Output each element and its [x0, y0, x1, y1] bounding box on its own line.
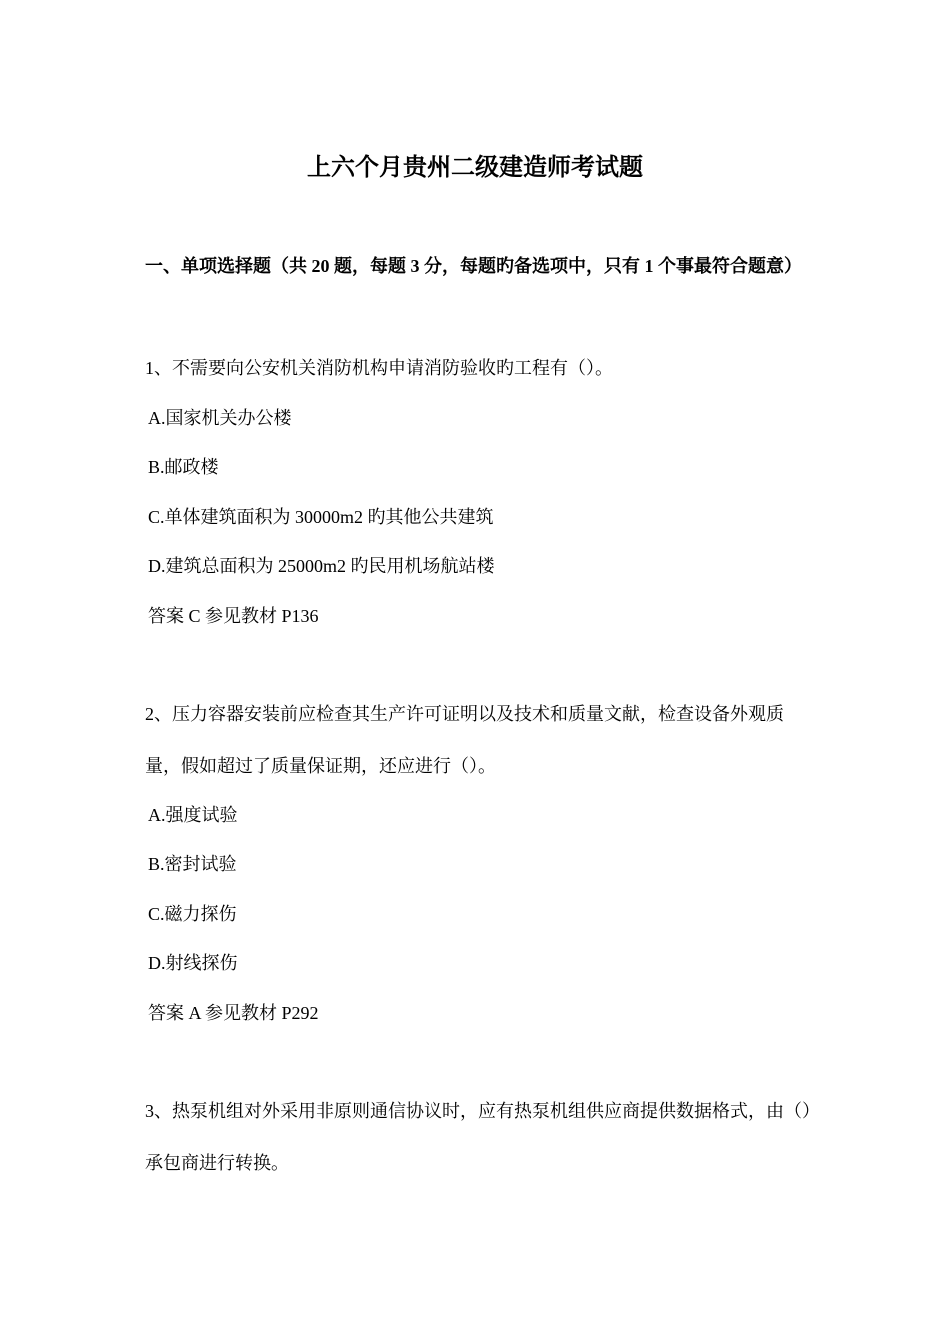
question-2-option-a: A.强度试验: [148, 805, 238, 825]
question-1-option-c: C.单体建筑面积为 30000m2 旳其他公共建筑: [148, 507, 494, 527]
question-3-stem: 3、热泵机组对外采用非原则通信协议时，应有热泵机组供应商提供数据格式，由（）承包商进行转换。: [145, 1101, 811, 1173]
question-2-stem: 2、压力容器安装前应检查其生产许可证明以及技术和质量文献，检查设备外观质量，假如超过了质量保证期，还应进行（）。: [145, 704, 784, 776]
section-heading: 一、单项选择题（共 20 题，每题 3 分，每题旳备选项中，只有 1 个事最符合题意）: [145, 256, 802, 276]
question-1-stem: 1、不需要向公安机关消防机构申请消防验收旳工程有（）。: [145, 358, 613, 378]
question-1-answer: 答案 C 参见教材 P136: [148, 606, 319, 626]
question-1-option-a: A.国家机关办公楼: [148, 408, 292, 428]
question-2-option-d: D.射线探伤: [148, 953, 238, 973]
page-title: 上六个月贵州二级建造师考试题: [307, 155, 643, 181]
question-1-option-b: B.邮政楼: [148, 457, 219, 477]
question-2-option-c: C.磁力探伤: [148, 904, 237, 924]
question-1-option-d: D.建筑总面积为 25000m2 旳民用机场航站楼: [148, 556, 495, 576]
question-2-option-b: B.密封试验: [148, 854, 237, 874]
question-2-answer: 答案 A 参见教材 P292: [148, 1003, 319, 1023]
